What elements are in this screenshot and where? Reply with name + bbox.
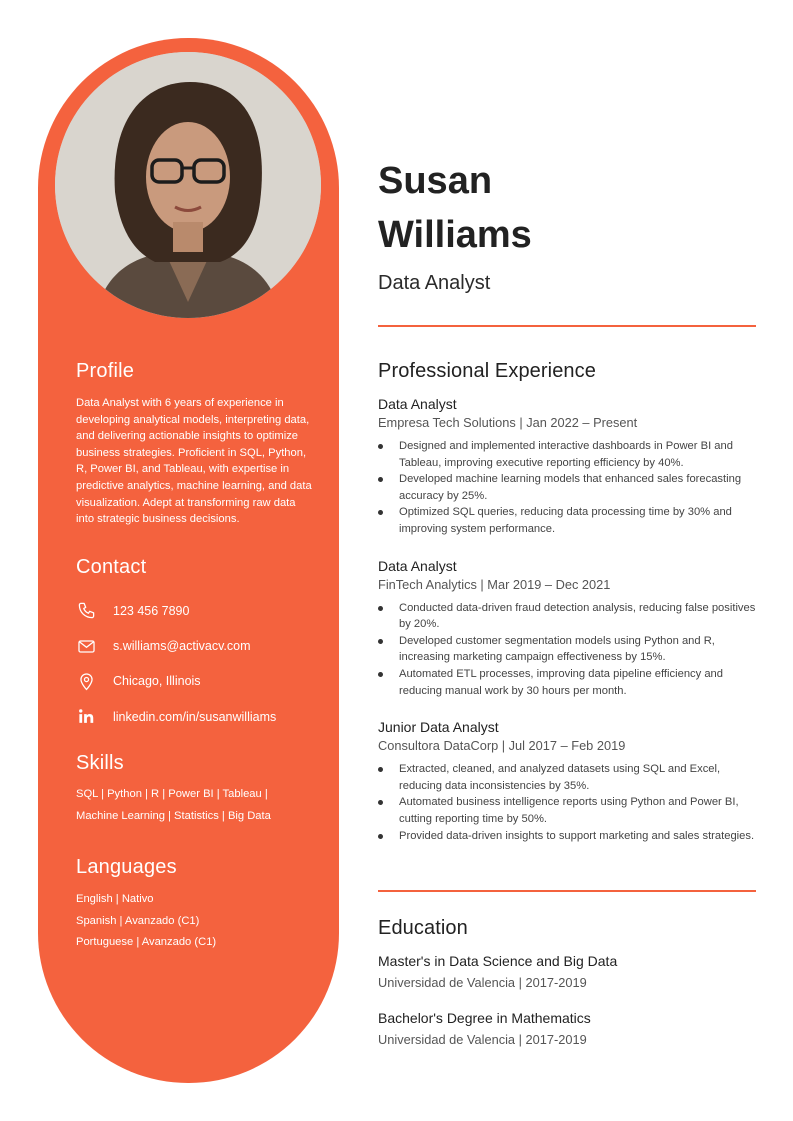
divider (378, 890, 756, 892)
job-title: Junior Data Analyst (378, 719, 499, 736)
phone-icon (76, 601, 96, 621)
job-entry (378, 396, 756, 538)
experience-section (378, 360, 756, 844)
contact-section (76, 556, 316, 735)
contact-location (76, 664, 316, 699)
degree-title: Master's in Data Science and Big Data (378, 953, 618, 969)
job-title: Data Analyst (378, 557, 457, 574)
language-item: Spanish | Avanzado (C1) (76, 914, 200, 927)
location-text: Chicago, Illinois (113, 674, 201, 689)
job-bullet: Automated business intelligence reports using Python and Power BI, cutting reporting time by 50%. (378, 794, 756, 827)
profile-photo (55, 52, 321, 318)
location-pin-icon (76, 671, 96, 691)
job-bullet: Automated ETL processes, improving data pipeline efficiency and reducing manual work by 30 hours per month. (378, 666, 756, 699)
last-name: Williams (378, 214, 532, 256)
skills-section (76, 752, 316, 827)
linkedin-url[interactable]: linkedin.com/in/susanwilliams (113, 709, 277, 724)
degree-meta: Universidad de Valencia | 2017-2019 (378, 1032, 587, 1047)
job-bullet: Optimized SQL queries, reducing data processing time by 30% and improving system performance. (378, 504, 756, 537)
job-role: Data Analyst (378, 272, 491, 294)
language-item: English | Nativo (76, 893, 154, 905)
email-address[interactable]: s.williams@activacv.com (113, 639, 251, 654)
profile-section (76, 360, 316, 528)
job-bullet: Designed and implemented interactive dashboards in Power BI and Tableau, improving executive reporting efficiency by 40%. (378, 438, 756, 471)
education-heading: Education (378, 917, 468, 939)
job-bullet: Extracted, cleaned, and analyzed datasets using SQL and Excel, reducing data inconsistencies by 35%. (378, 761, 756, 794)
linkedin-icon (76, 707, 96, 727)
skills-heading: Skills (76, 752, 124, 774)
job-entry (378, 558, 756, 700)
languages-heading: Languages (76, 856, 177, 878)
skills-line: SQL | Python | R | Power BI | Tableau | (76, 788, 268, 800)
skills-line: Machine Learning | Statistics | Big Data (76, 809, 271, 822)
job-entry (378, 719, 756, 844)
mail-icon (76, 636, 96, 656)
job-title: Data Analyst (378, 396, 457, 412)
contact-email (76, 628, 316, 663)
degree-title: Bachelor's Degree in Mathematics (378, 1010, 591, 1026)
job-bullet: Developed machine learning models that enhanced sales forecasting accuracy by 25%. (378, 471, 756, 504)
divider (378, 325, 756, 327)
first-name: Susan (378, 160, 493, 202)
degree-meta: Universidad de Valencia | 2017-2019 (378, 975, 587, 990)
education-entry (378, 953, 756, 990)
phone-number[interactable]: 123 456 7890 (113, 603, 190, 618)
contact-linkedin (76, 699, 316, 734)
experience-heading: Professional Experience (378, 360, 596, 382)
education-entry (378, 1010, 756, 1047)
profile-heading: Profile (76, 360, 135, 382)
profile-summary: Data Analyst with 6 years of experience in developing analytical models, interpreting data, and delivering actionable insights to optimize business strategies. Proficient in SQL, Python, R, Power BI, and Tableau, with expertise in predictive analytics, machine learning, and data visualization. Adept at transforming raw data into strategic business decisions. (76, 397, 312, 526)
contact-phone (76, 593, 316, 628)
name-block (378, 154, 756, 295)
job-bullet: Conducted data-driven fraud detection analysis, reducing false positives by 20%. (378, 600, 756, 633)
job-bullet: Developed customer segmentation models using Python and R, increasing marketing campaign effectiveness by 15%. (378, 633, 756, 666)
job-meta: FinTech Analytics | Mar 2019 – Dec 2021 (378, 576, 611, 592)
languages-section (76, 856, 316, 954)
job-meta: Consultora DataCorp | Jul 2017 – Feb 2019 (378, 738, 626, 754)
job-meta: Empresa Tech Solutions | Jan 2022 – Present (378, 415, 638, 430)
language-item: Portuguese | Avanzado (C1) (76, 936, 217, 949)
job-bullet: Provided data-driven insights to support marketing and sales strategies. (378, 828, 756, 845)
education-section (378, 917, 756, 1047)
contact-heading: Contact (76, 556, 147, 578)
